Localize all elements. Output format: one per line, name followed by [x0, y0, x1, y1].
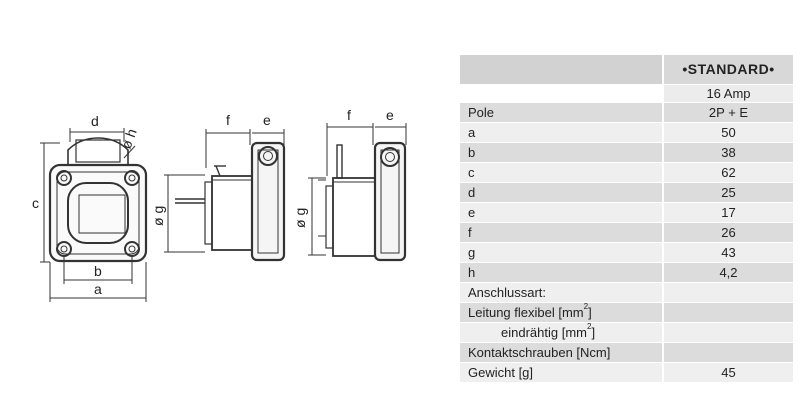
spec-label-sup: 2	[583, 302, 589, 311]
spec-value	[664, 323, 793, 342]
spec-row-kontaktschrauben	[460, 343, 800, 363]
dim-label-h: ø h	[117, 126, 140, 152]
spec-header-blank	[460, 55, 662, 84]
spec-row-c	[460, 163, 800, 183]
spec-row-anschlussart	[460, 283, 800, 303]
spec-row-g	[460, 243, 800, 263]
spec-label: f	[460, 223, 662, 242]
spec-label	[460, 323, 662, 342]
spec-row-h	[460, 263, 800, 283]
dim-label-f-2: f	[347, 107, 351, 123]
spec-label: h	[460, 263, 662, 282]
dim-label-b: b	[94, 263, 102, 279]
spec-row-a	[460, 123, 800, 143]
spec-row-f	[460, 223, 800, 243]
dim-label-g-2: ø g	[292, 207, 308, 228]
spec-label: Kontaktschrauben [Ncm]	[460, 343, 662, 362]
front-view	[40, 128, 146, 302]
spec-label: Anschlussart:	[460, 283, 662, 302]
spec-label-text: eindrähtig [mm	[501, 325, 587, 340]
spec-amp-value: 16 Amp	[664, 85, 793, 102]
spec-value: 25	[664, 183, 793, 202]
spec-value: 26	[664, 223, 793, 242]
spec-label-end: ]	[588, 305, 592, 320]
spec-label: d	[460, 183, 662, 202]
dim-label-d: d	[91, 113, 99, 129]
spec-value	[664, 283, 793, 302]
spec-amp-blank	[460, 85, 662, 102]
side-view-1	[164, 129, 284, 260]
spec-row-eindraehtig	[460, 323, 800, 343]
spec-label: g	[460, 243, 662, 262]
spec-value: 38	[664, 143, 793, 162]
spec-value: 4,2	[664, 263, 793, 282]
spec-row-e	[460, 203, 800, 223]
spec-label: a	[460, 123, 662, 142]
spec-row-leitung-flexibel	[460, 303, 800, 323]
dim-label-f-1: f	[226, 112, 230, 128]
dim-label-a: a	[94, 281, 102, 297]
spec-value: 43	[664, 243, 793, 262]
spec-label: Gewicht [g]	[460, 363, 662, 382]
spec-row-pole	[460, 103, 800, 123]
spec-row-gewicht	[460, 363, 800, 383]
spec-label: Pole	[460, 103, 662, 122]
spec-label: b	[460, 143, 662, 162]
spec-header-standard: •STANDARD•	[664, 55, 793, 84]
spec-amp-row	[460, 85, 800, 103]
spec-header-row	[460, 55, 800, 85]
dim-label-e-2: e	[386, 107, 394, 123]
spec-value: 17	[664, 203, 793, 222]
dim-label-c: c	[32, 195, 39, 211]
spec-row-b	[460, 143, 800, 163]
spec-table	[460, 55, 800, 383]
dim-label-g-1: ø g	[150, 205, 166, 226]
side-view-2	[308, 123, 406, 260]
spec-value: 2P + E	[664, 103, 793, 122]
spec-value	[664, 343, 793, 362]
spec-row-d	[460, 183, 800, 203]
spec-value	[664, 303, 793, 322]
dim-label-e-1: e	[263, 112, 271, 128]
spec-value: 62	[664, 163, 793, 182]
spec-label: e	[460, 203, 662, 222]
spec-label-text: Leitung flexibel [mm	[468, 305, 584, 320]
spec-label-end: ]	[591, 325, 596, 340]
spec-label: c	[460, 163, 662, 182]
spec-label	[460, 303, 662, 322]
spec-value: 45	[664, 363, 793, 382]
spec-label-sup: 2	[586, 322, 592, 331]
spec-value: 50	[664, 123, 793, 142]
